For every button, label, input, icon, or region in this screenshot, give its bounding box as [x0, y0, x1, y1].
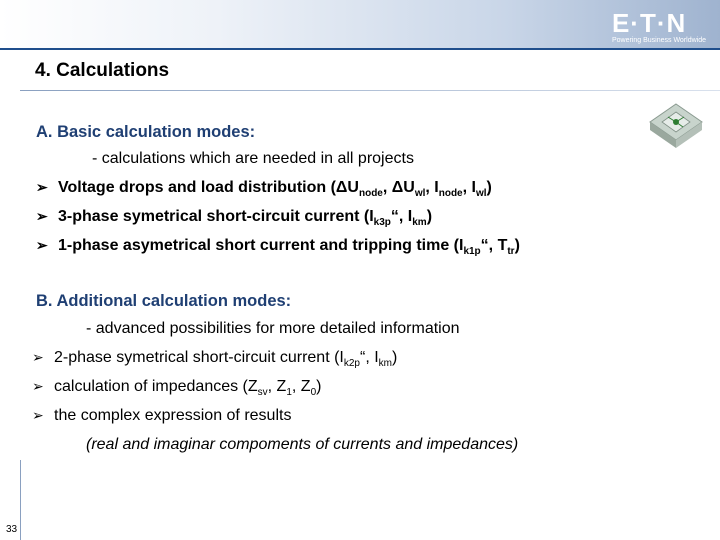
- bullet-text: 2-phase symetrical short-circuit current (I: [54, 349, 344, 366]
- arrow-bullet-icon: ➢: [32, 378, 44, 394]
- bullet-text: the complex expression of results: [54, 407, 292, 424]
- subscript: node: [438, 188, 463, 200]
- section-b-bullet-2: [32, 378, 321, 398]
- subscript: wl: [414, 188, 426, 200]
- subscript: 1: [286, 387, 292, 399]
- bullet-text: , I: [425, 179, 439, 196]
- bullet-text: ): [392, 349, 398, 366]
- section-a-bullet-3: [36, 237, 520, 257]
- arrow-bullet-icon: ➢: [32, 349, 44, 365]
- bullet-text: “, I: [359, 349, 379, 366]
- subscript: node: [358, 188, 383, 200]
- subscript: k2p: [343, 358, 360, 370]
- section-a-subtitle: - calculations which are needed in all projects: [92, 150, 414, 167]
- section-b-note: (real and imaginar compoments of currents and impedances): [86, 436, 519, 453]
- arrow-bullet-icon: ➢: [36, 208, 48, 224]
- subscript: 0: [310, 387, 317, 399]
- section-b-subtitle: - advanced possibilities for more detailed information: [86, 320, 460, 337]
- section-a-bullet-2: [36, 208, 432, 228]
- logo-mark: E·T·N: [611, 8, 687, 38]
- bullet-text: , Z: [291, 378, 311, 395]
- arrow-bullet-icon: ➢: [36, 237, 48, 253]
- bullet-text: , ΔU: [382, 179, 415, 196]
- subscript: k1p: [463, 246, 481, 258]
- bullet-text: “, I: [390, 208, 413, 225]
- subscript: tr: [507, 246, 515, 258]
- header-divider: [0, 48, 720, 50]
- subscript: km: [378, 358, 392, 370]
- chip-icon: [648, 100, 704, 156]
- bullet-text: ): [514, 237, 520, 254]
- bullet-text: calculation of impedances (Z: [54, 378, 258, 395]
- eaton-logo: [612, 10, 706, 44]
- bullet-text: 1-phase asymetrical short current and tripping time (I: [58, 237, 464, 254]
- section-b-heading: B. Additional calculation modes:: [36, 292, 292, 310]
- bullet-text: , Z: [267, 378, 287, 395]
- bullet-text: 3-phase symetrical short-circuit current (I: [58, 208, 374, 225]
- footer-divider: [20, 460, 21, 540]
- arrow-bullet-icon: ➢: [32, 407, 44, 423]
- subscript: km: [412, 217, 427, 229]
- section-b-bullet-1: [32, 349, 397, 369]
- section-b-bullet-3: [32, 407, 291, 425]
- subscript: sv: [257, 387, 268, 399]
- page-number: 33: [6, 524, 18, 535]
- bullet-text: ): [426, 208, 433, 225]
- bullet-text: ): [486, 179, 492, 196]
- slide-title: 4. Calculations: [35, 60, 170, 81]
- subscript: wl: [475, 188, 487, 200]
- bullet-text: “, T: [480, 237, 508, 254]
- title-divider: [20, 90, 720, 91]
- bullet-text: ): [316, 378, 322, 395]
- subscript: k3p: [373, 217, 391, 229]
- section-a-heading: A. Basic calculation modes:: [36, 123, 256, 141]
- bullet-text: , I: [462, 179, 476, 196]
- logo-tagline: Powering Business Worldwide: [611, 37, 706, 44]
- bullet-text: Voltage drops and load distribution (ΔU: [58, 179, 359, 196]
- arrow-bullet-icon: ➢: [36, 179, 48, 195]
- section-a-bullet-1: [36, 179, 492, 199]
